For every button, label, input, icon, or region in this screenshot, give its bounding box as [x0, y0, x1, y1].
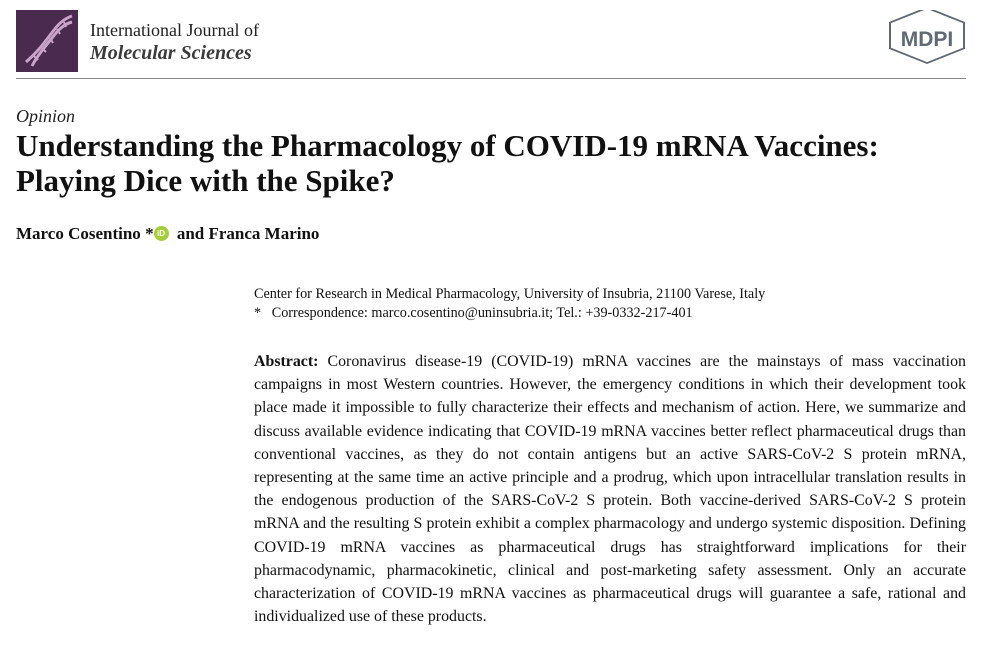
abstract-text: Coronavirus disease-19 (COVID-19) mRNA vaccines are the mainstays of mass vaccination campaigns in most Western countries. However, the emergency conditions in which their development took place made it impossible to fully characterize their effects and mechanism of action. Here, we summarize and discuss available evidence indicating that COVID-19 mRNA vaccines better reflect pharmaceutical drugs than conventional vaccines, as they do not contain antigens but an active SARS-CoV-2 S protein mRNA, representing at the same time an active principle and a prodrug, which upon intracellular translation results in the endogenous production of the SARS-CoV-2 S protein. Both vaccine-derived SARS-CoV-2 S protein mRNA and the resulting S protein exhibit a complex pharmacology and undergo systemic disposition. Defining COVID-19 mRNA vaccines as pharmaceutical drugs has straightforward implications for their pharmacodynamic, pharmacokinetic, clinical and post-marketing safety assessment. Only an accurate characterization of COVID-19 mRNA vaccines as pharmaceutical drugs will guarantee a safe, rational and individualized use of these products.: [254, 353, 966, 626]
journal-name-line1: International Journal of: [90, 20, 259, 40]
author-name[interactable]: Franca Marino: [208, 224, 320, 243]
author-name[interactable]: Marco Cosentino: [16, 224, 141, 243]
affiliation-block: [254, 285, 966, 323]
header-divider: [16, 78, 966, 79]
article-title: Understanding the Pharmacology of COVID-19 mRNA Vaccines: Playing Dice with the Spike?: [16, 128, 879, 198]
article-type: Opinion: [16, 106, 76, 126]
corresponding-mark: *: [145, 224, 154, 243]
author-separator: and: [176, 224, 205, 243]
mdpi-logo-text: MDPI: [900, 28, 954, 51]
orcid-icon[interactable]: iD: [154, 226, 169, 241]
abstract: [254, 350, 966, 628]
mdpi-logo[interactable]: [886, 10, 968, 66]
journal-name-line2: Molecular Sciences: [90, 42, 252, 64]
affiliation: Center for Research in Medical Pharmacology, University of Insubria, 21100 Varese, Italy: [254, 286, 766, 302]
journal-header: [16, 8, 968, 80]
abstract-label: Abstract:: [254, 353, 319, 370]
author-list: [16, 224, 319, 244]
dna-logo-icon: [16, 10, 78, 72]
correspondence: * Correspondence: marco.cosentino@uninsubria.it; Tel.: +39-0332-217-401: [254, 305, 693, 321]
